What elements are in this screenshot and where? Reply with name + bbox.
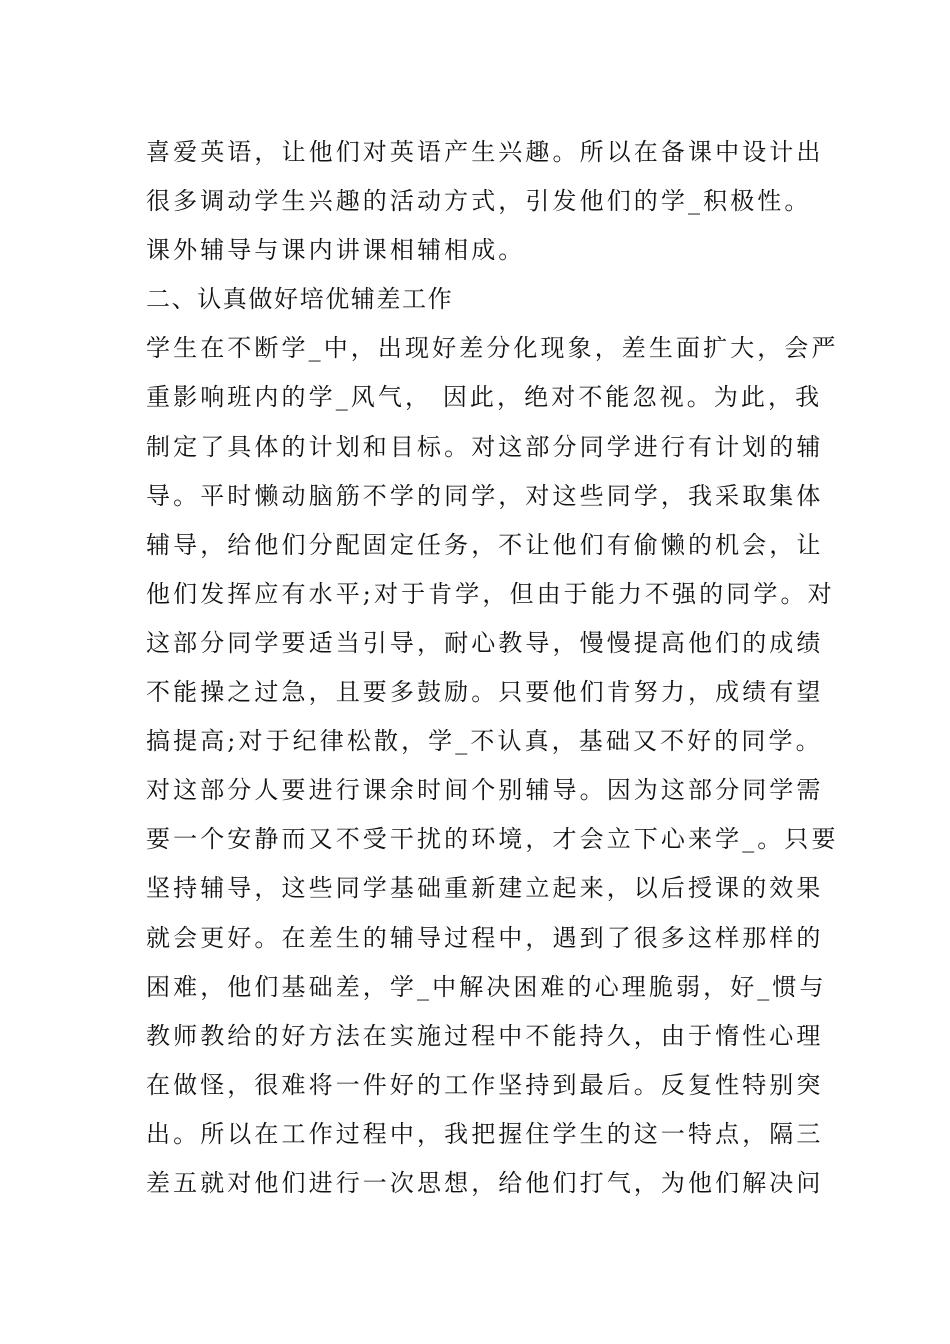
text-line: 这部分同学要适当引导，耐心教导，慢慢提高他们的成绩 xyxy=(146,628,824,657)
text-line: 很多调动学生兴趣的活动方式，引发他们的学_积极性。 xyxy=(146,187,812,216)
text-line: 制定了具体的计划和目标。对这部分同学进行有计划的辅 xyxy=(146,432,824,461)
document-body xyxy=(146,128,839,1208)
text-line: 重影响班内的学_风气， 因此，绝对不能忽视。为此，我 xyxy=(146,383,823,412)
text-line: 差五就对他们进行一次思想，给他们打气，为他们解决问 xyxy=(146,1168,824,1197)
paragraph xyxy=(146,128,824,275)
text-line: 教师教给的好方法在实施过程中不能持久，由于惰性心理 xyxy=(146,1021,824,1050)
text-line: 在做怪，很难将一件好的工作坚持到最后。反复性特别突 xyxy=(146,1070,824,1099)
text-line: 就会更好。在差生的辅导过程中，遇到了很多这样那样的 xyxy=(146,923,824,952)
text-line: 不能操之过急，且要多鼓励。只要他们肯努力，成绩有望 xyxy=(146,678,824,707)
text-line: 要一个安静而又不受干扰的环境，才会立下心来学_。只要 xyxy=(146,825,839,854)
section-heading: 二、认真做好培优辅差工作 xyxy=(146,285,454,314)
text-line: 导。平时懒动脑筋不学的同学，对这些同学，我采取集体 xyxy=(146,481,824,510)
text-line: 课外辅导与课内讲课相辅相成。 xyxy=(146,236,526,265)
text-line: 搞提高;对于纪律松散，学_不认真，基础又不好的同学。 xyxy=(146,727,823,756)
text-line: 喜爱英语，让他们对英语产生兴趣。所以在备课中设计出 xyxy=(146,138,824,166)
text-line: 出。所以在工作过程中，我把握住学生的这一特点，隔三 xyxy=(146,1119,824,1148)
text-line: 他们发挥应有水平;对于肯学，但由于能力不强的同学。对 xyxy=(146,579,835,608)
text-line: 学生在不断学_中，出现好差分化现象，差生面扩大，会严 xyxy=(146,334,839,363)
text-line: 困难，他们基础差，学_中解决困难的心理脆弱，好_惯与 xyxy=(146,972,827,1001)
text-line: 对这部分人要进行课余时间个别辅导。因为这部分同学需 xyxy=(146,776,824,805)
text-line: 坚持辅导，这些同学基础重新建立起来，以后授课的效果 xyxy=(146,874,824,903)
text-line: 辅导，给他们分配固定任务，不让他们有偷懒的机会，让 xyxy=(146,530,824,559)
paragraph xyxy=(146,324,839,1208)
